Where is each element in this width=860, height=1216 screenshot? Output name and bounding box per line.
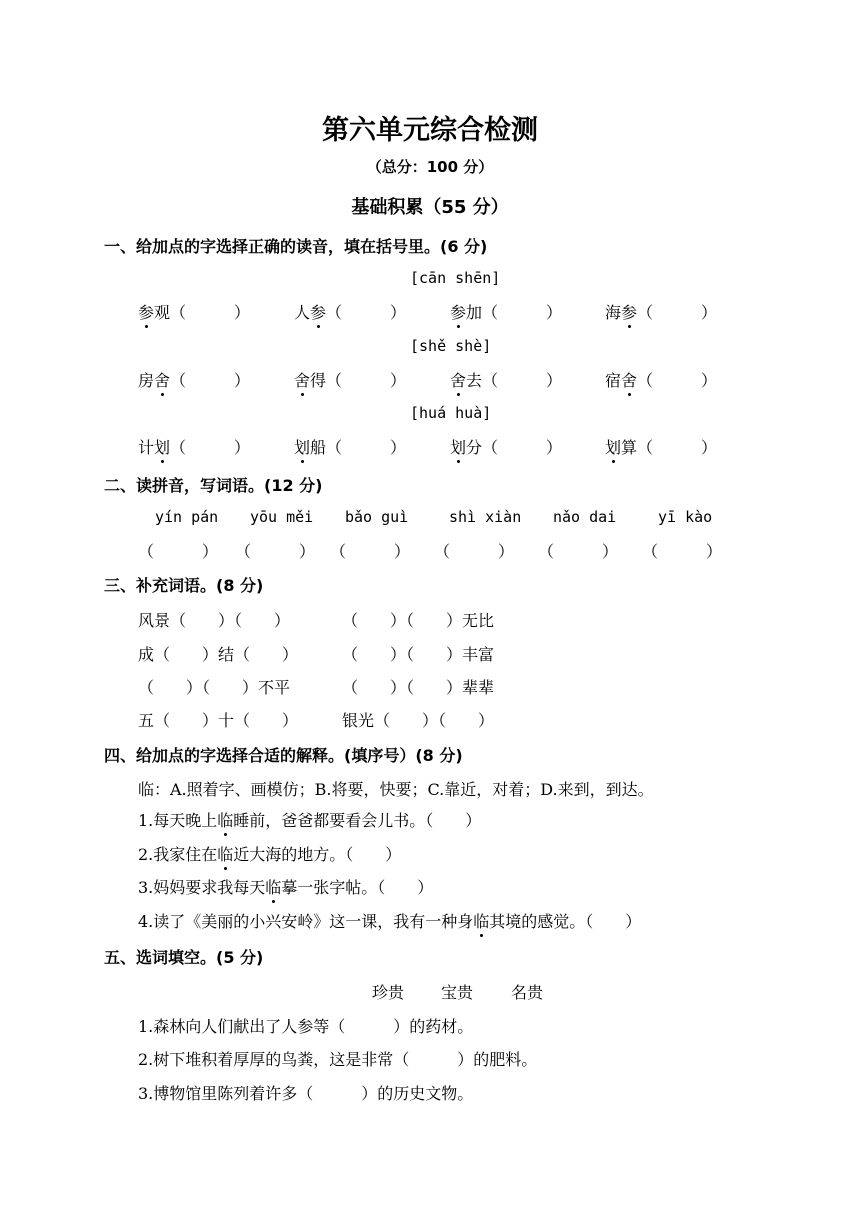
answer-blank: （ ） <box>235 542 316 561</box>
section-4-heading: 四、给加点的字选择合适的解释。(填序号）(8 分) <box>104 746 463 765</box>
dotted-char: 临 <box>265 875 281 898</box>
question-item: 3.妈妈要求我每天临摹一张字帖。（ ） <box>138 875 433 898</box>
question-item: 4.读了《美丽的小兴安岭》这一课，我有一种身临其境的感觉。（ ） <box>138 909 641 932</box>
idiom-blank: 银光（ ）（ ） <box>342 711 495 730</box>
idiom-blank: （ ）（ ）不平 <box>138 678 291 697</box>
pinyin-options: [huá huà] <box>410 404 492 422</box>
reading-item: 房舍（ ） <box>138 368 250 391</box>
dotted-char: 临 <box>217 808 233 831</box>
total-score: （总分：100 分） <box>366 158 494 176</box>
reading-item: 人参（ ） <box>294 300 406 323</box>
part-title: 基础积累（55 分） <box>351 197 509 218</box>
dotted-char: 划 <box>450 435 466 458</box>
dotted-char: 临 <box>473 909 489 932</box>
pinyin-word: yī kào <box>658 508 713 526</box>
reading-item: 划分（ ） <box>450 435 562 458</box>
answer-blank: （ ） <box>434 542 515 561</box>
word-option: 珍贵 <box>372 983 405 1002</box>
dotted-char: 舍 <box>450 368 466 391</box>
dotted-char: 舍 <box>294 368 310 391</box>
reading-item: 参加（ ） <box>450 300 562 323</box>
answer-blank: （ ） <box>138 542 219 561</box>
question-item: 2.树下堆积着厚厚的鸟粪，这是非常（ ）的肥料。 <box>138 1050 538 1069</box>
answer-blank: （ ） <box>330 542 411 561</box>
pinyin-word: yín pán <box>155 508 219 526</box>
dotted-char: 划 <box>605 435 621 458</box>
pinyin-word: nǎo dai <box>553 508 617 526</box>
dotted-char: 舍 <box>621 368 637 391</box>
word-option: 名贵 <box>511 983 544 1002</box>
pinyin-options: [cān shēn] <box>410 269 501 287</box>
reading-item: 参观（ ） <box>138 300 250 323</box>
definition-line: 临：A.照着字、画模仿；B.将要，快要；C.靠近，对着；D.来到，到达。 <box>138 780 654 799</box>
reading-item: 划算（ ） <box>605 435 717 458</box>
dotted-char: 参 <box>621 300 637 323</box>
idiom-blank: 五（ ）十（ ） <box>138 711 299 730</box>
dotted-char: 划 <box>154 435 170 458</box>
pinyin-word: shì xiàn <box>449 508 522 526</box>
section-1-heading: 一、给加点的字选择正确的读音，填在括号里。(6 分) <box>104 237 488 256</box>
answer-blank: （ ） <box>538 542 619 561</box>
idiom-blank: （ ）（ ）辈辈 <box>342 678 495 697</box>
answer-blank: （ ） <box>642 542 723 561</box>
question-item: 1.每天晚上临睡前，爸爸都要看会儿书。（ ） <box>138 808 481 831</box>
idiom-blank: 成（ ）结（ ） <box>138 645 299 664</box>
page-title: 第六单元综合检测 <box>322 115 538 146</box>
pinyin-word: bǎo guì <box>345 508 409 526</box>
dotted-char: 划 <box>294 435 310 458</box>
dotted-char: 舍 <box>154 368 170 391</box>
word-option: 宝贵 <box>441 983 474 1002</box>
question-item: 1.森林向人们献出了人参等（ ）的药材。 <box>138 1017 474 1036</box>
idiom-blank: 风景（ ）（ ） <box>138 611 291 630</box>
pinyin-options: [shě shè] <box>410 337 492 355</box>
dotted-char: 参 <box>450 300 466 323</box>
question-item: 3.博物馆里陈列着许多（ ）的历史文物。 <box>138 1084 474 1103</box>
reading-item: 划船（ ） <box>294 435 406 458</box>
reading-item: 计划（ ） <box>138 435 250 458</box>
idiom-blank: （ ）（ ）丰富 <box>342 645 495 664</box>
reading-item: 舍去（ ） <box>450 368 562 391</box>
section-3-heading: 三、补充词语。(8 分) <box>104 576 264 595</box>
reading-item: 舍得（ ） <box>294 368 406 391</box>
reading-item: 海参（ ） <box>605 300 717 323</box>
section-5-heading: 五、选词填空。(5 分) <box>104 948 264 967</box>
idiom-blank: （ ）（ ）无比 <box>342 611 495 630</box>
question-item: 2.我家住在临近大海的地方。（ ） <box>138 842 401 865</box>
dotted-char: 参 <box>138 300 154 323</box>
section-2-heading: 二、读拼音，写词语。(12 分) <box>104 476 323 495</box>
dotted-char: 参 <box>310 300 326 323</box>
reading-item: 宿舍（ ） <box>605 368 717 391</box>
pinyin-word: yōu měi <box>250 508 314 526</box>
dotted-char: 临 <box>217 842 233 865</box>
